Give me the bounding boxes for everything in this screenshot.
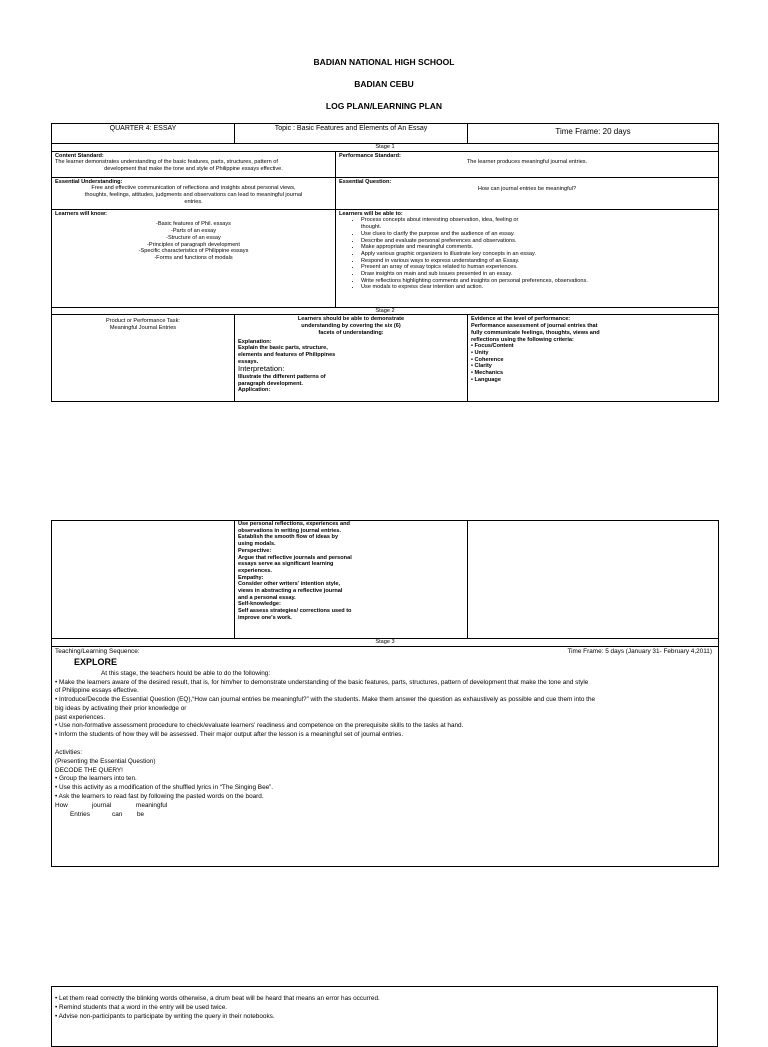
explore-intro: At this stage, the teachers hould be able to do the following: [101, 669, 271, 677]
stage3-title-text: Stage 3 [375, 639, 395, 645]
query-words-row [55, 802, 715, 811]
query-word: Entries [70, 810, 90, 818]
performance-standard-label: Performance Standard: [339, 152, 401, 159]
essential-understanding-label: Essential Understanding: [55, 178, 123, 185]
explore-heading: EXPLORE [74, 656, 118, 667]
query-word: can [112, 810, 123, 818]
facets-intro: facets of understanding: [318, 329, 384, 336]
stage2-title-text: Stage 2 [375, 307, 395, 314]
essential-question-label: Essential Question: [339, 178, 392, 185]
facets-line: using modals. [238, 541, 276, 548]
learners-know-item: -Structure of an essay [166, 234, 221, 241]
stage1-title [52, 144, 719, 152]
stage2-title [52, 307, 719, 315]
activity-line: • Ask the learners to read fast by following the pasted words on the board. [55, 793, 264, 801]
learning-plan-table-page3 [51, 986, 718, 1047]
learners-able-item: • Use clues to clarify the purpose and the audience of an essay. [361, 231, 715, 238]
self-knowledge-line: improve one's work. [238, 614, 292, 621]
content-standard-label: Content Standard: [55, 152, 104, 159]
quarter-cell [52, 124, 235, 144]
school-name: BADIAN NATIONAL HIGH SCHOOL [313, 57, 455, 67]
learners-able-item: • Process concepts about interesting observation, idea, feeling or [361, 217, 715, 224]
performance-standard-text: The learner produces meaningful journal entries. [466, 159, 588, 166]
school-location: BADIAN CEBU [354, 79, 414, 89]
query-word: meaningful [136, 801, 168, 809]
learners-able-label: Learners will be able to: [339, 210, 403, 217]
product-label: Product or Performance Task: [106, 318, 180, 325]
plan-title: LOG PLAN/LEARNING PLAN [325, 101, 443, 111]
criteria-item: • Coherence [471, 356, 504, 363]
learners-able-item: • Describe and evaluate personal preferences and observations. [361, 238, 715, 245]
sequence-line: of Philippine essays effective. [55, 687, 139, 695]
criteria-item: • Language [471, 376, 501, 383]
sequence-line: • Use non-formative assessment procedure to check/evaluate learners’ readiness and competence on the prerequisite skills to the tasks at hand. [55, 722, 464, 730]
learners-able-item: • Write reflections highlighting comments and insights on personal preferences, observations. [361, 278, 715, 285]
essential-question-cell [336, 177, 719, 209]
learners-know-item: -Specific characteristics of Philippine essays [138, 248, 249, 255]
activity-line: • Use this activity as a modification of the shuffled lyrics in “The Singing Bee”. [55, 784, 274, 792]
time-frame-cell [468, 124, 719, 144]
content-standard-line: development that make the tone and style of Philippine essays effective. [104, 166, 283, 173]
learners-able-item: • Respond in various ways to express understanding of an Essay. [361, 258, 715, 265]
facets-intro: understanding by covering the six (6) [301, 323, 401, 330]
evidence-line: Performance assessment of journal entries that [471, 323, 598, 330]
teaching-sequence-cell [52, 646, 719, 866]
learners-able-item: • Present an array of essay topics related to human experiences. [361, 264, 715, 271]
facets-line: observations in writing journal entries. [238, 527, 341, 534]
evidence-label: Evidence at the level of performance: [471, 316, 571, 323]
sequence-line: big ideas by activating their prior knowledge or [55, 704, 187, 712]
content-standard-line: The learner demonstrates understanding of the basic features, parts, structures, pattern of [55, 159, 278, 166]
criteria-item: • Unity [471, 349, 489, 356]
learners-able-list [339, 217, 715, 291]
facets-cell [235, 315, 468, 402]
presenting-label: (Presenting the Essential Question) [55, 757, 156, 765]
perspective-line: essays serve as significant learning [238, 561, 334, 568]
explanation-line: elements and features of Philippines [238, 351, 336, 358]
topic-cell [235, 124, 468, 144]
activity-line: • Advise non-participants to participate by writing the query in their notebooks. [55, 1012, 275, 1020]
perspective-label: Perspective: [238, 547, 272, 554]
query-words-row [55, 811, 715, 820]
evidence-line: fully communicate feelings, thoughts, views and [471, 329, 600, 336]
learners-know-label: Learners will know: [55, 210, 107, 217]
interpretation-line: Illustrate the different patterns of [238, 373, 326, 380]
product-value: Meaningful Journal Entries [109, 325, 177, 332]
activities-label: Activities: [55, 749, 82, 757]
empathy-line: and a personal essay. [238, 594, 296, 601]
performance-standard-cell [336, 151, 719, 177]
continued-activities-cell [52, 987, 718, 1047]
learners-know-cell [52, 209, 336, 307]
essential-understanding-cell [52, 177, 336, 209]
topic-label: Topic : Basic Features and Elements of An Essay [274, 125, 428, 132]
perspective-line: Argue that reflective journals and personal [238, 554, 352, 561]
empty-product-cell [52, 521, 235, 639]
sequence-line: • Make the learners aware of the desired result, that is, for him/her to demonstrate understanding of the basic features, parts, structures, pattern of development that make the tone and style [55, 678, 589, 686]
activity-line: • Remind students that a word in the entry will be used twice. [55, 1003, 228, 1011]
decode-label: DECODE THE QUERY! [55, 766, 123, 774]
stage3-time-frame: Time Frame: 5 days (January 31- February 4,2011) [567, 647, 712, 655]
query-word: be [137, 810, 145, 818]
stage1-title-text: Stage 1 [375, 144, 395, 150]
criteria-item: • Clarity [471, 363, 492, 370]
perspective-line: experiences. [238, 567, 272, 574]
essential-understanding-line: entries. [184, 198, 203, 205]
tls-label: Teaching/Learning Sequence: [55, 647, 140, 655]
learners-know-item: -Forms and functions of modals [154, 254, 233, 261]
sequence-line: past experiences. [55, 713, 106, 721]
query-word: How [55, 801, 68, 809]
content-standard-cell [52, 151, 336, 177]
essential-understanding-line: Free and effective communication of reflections and insights about personal views, [91, 185, 296, 192]
learners-able-item: • Draw insights on main and sub issues presented in an essay. [361, 271, 715, 278]
product-cell [52, 315, 235, 402]
empathy-line: views in abstracting a reflective journal [238, 588, 343, 595]
activity-line: • Let them read correctly the blinking words otherwise, a drum beat will be heard that means an error has occurred. [55, 995, 380, 1002]
essential-understanding-line: thoughts, feelings, attitudes, judgments and observations can lead to meaningful journal [84, 192, 303, 199]
activity-line: • Group the learners into ten. [55, 775, 137, 783]
facets-line: Use personal reflections, experiences and [238, 521, 350, 527]
learners-able-item: • Apply various graphic organizers to illustrate key concepts in an essay. [361, 251, 715, 258]
learners-able-item: • Use modals to express clear intention and action. [361, 284, 715, 291]
time-frame-label: Time Frame: 20 days [555, 127, 631, 136]
empty-evidence-cell [468, 521, 719, 639]
sequence-line: • Inform the students of how they will be assessed. Their major output after the lesson is a meaningful set of journal entries. [55, 731, 404, 739]
evidence-line: reflections using the following criteria: [471, 336, 574, 343]
empathy-label: Empathy: [238, 574, 264, 581]
facets-line: Establish the smooth flow of ideas by [238, 534, 339, 541]
learning-plan-table-page2 [51, 520, 719, 867]
criteria-item: • Mechanics [471, 370, 504, 377]
sequence-line: • Introduce/Decode the Essential Question (EQ),“How can journal entries be meaningful?” with the students. Make them answer the question as exhaustively as possible and cue them into the [55, 696, 596, 704]
query-word: journal [92, 801, 112, 809]
quarter-label: QUARTER 4: ESSAY [109, 125, 177, 132]
interpretation-line: paragraph development. [238, 380, 303, 387]
criteria-item: • Focus/Content [471, 343, 514, 350]
self-knowledge-label: Self-knowledge: [238, 601, 281, 608]
interpretation-label: Interpretation: [238, 364, 285, 374]
empathy-line: Consider other writers' intention style, [238, 581, 341, 588]
explanation-line: Explain the basic parts, structure, [238, 345, 328, 352]
essential-question-text: How can journal entries be meaningful? [477, 186, 577, 193]
facets-continued-cell [235, 521, 468, 639]
learners-know-item: -Basic features of Phil. essays [156, 221, 231, 228]
explanation-label: Explanation: [238, 338, 272, 345]
explanation-line: essays. [238, 358, 259, 365]
stage3-title [52, 639, 719, 647]
learners-know-item: -Parts of an essay [170, 228, 217, 235]
learners-able-cell [336, 209, 719, 307]
facets-intro: Learners should be able to demonstrate [297, 316, 405, 323]
self-knowledge-line: Self assess strategies/ corrections used to [238, 608, 352, 615]
evidence-cell [468, 315, 719, 402]
learners-know-item: -Principles of paragraph development [147, 241, 240, 248]
application-label: Application: [238, 387, 271, 394]
learning-plan-table [51, 123, 719, 402]
learners-able-item: • Make appropriate and meaningful comments. [361, 244, 715, 251]
learners-able-item: thought. [361, 224, 382, 231]
